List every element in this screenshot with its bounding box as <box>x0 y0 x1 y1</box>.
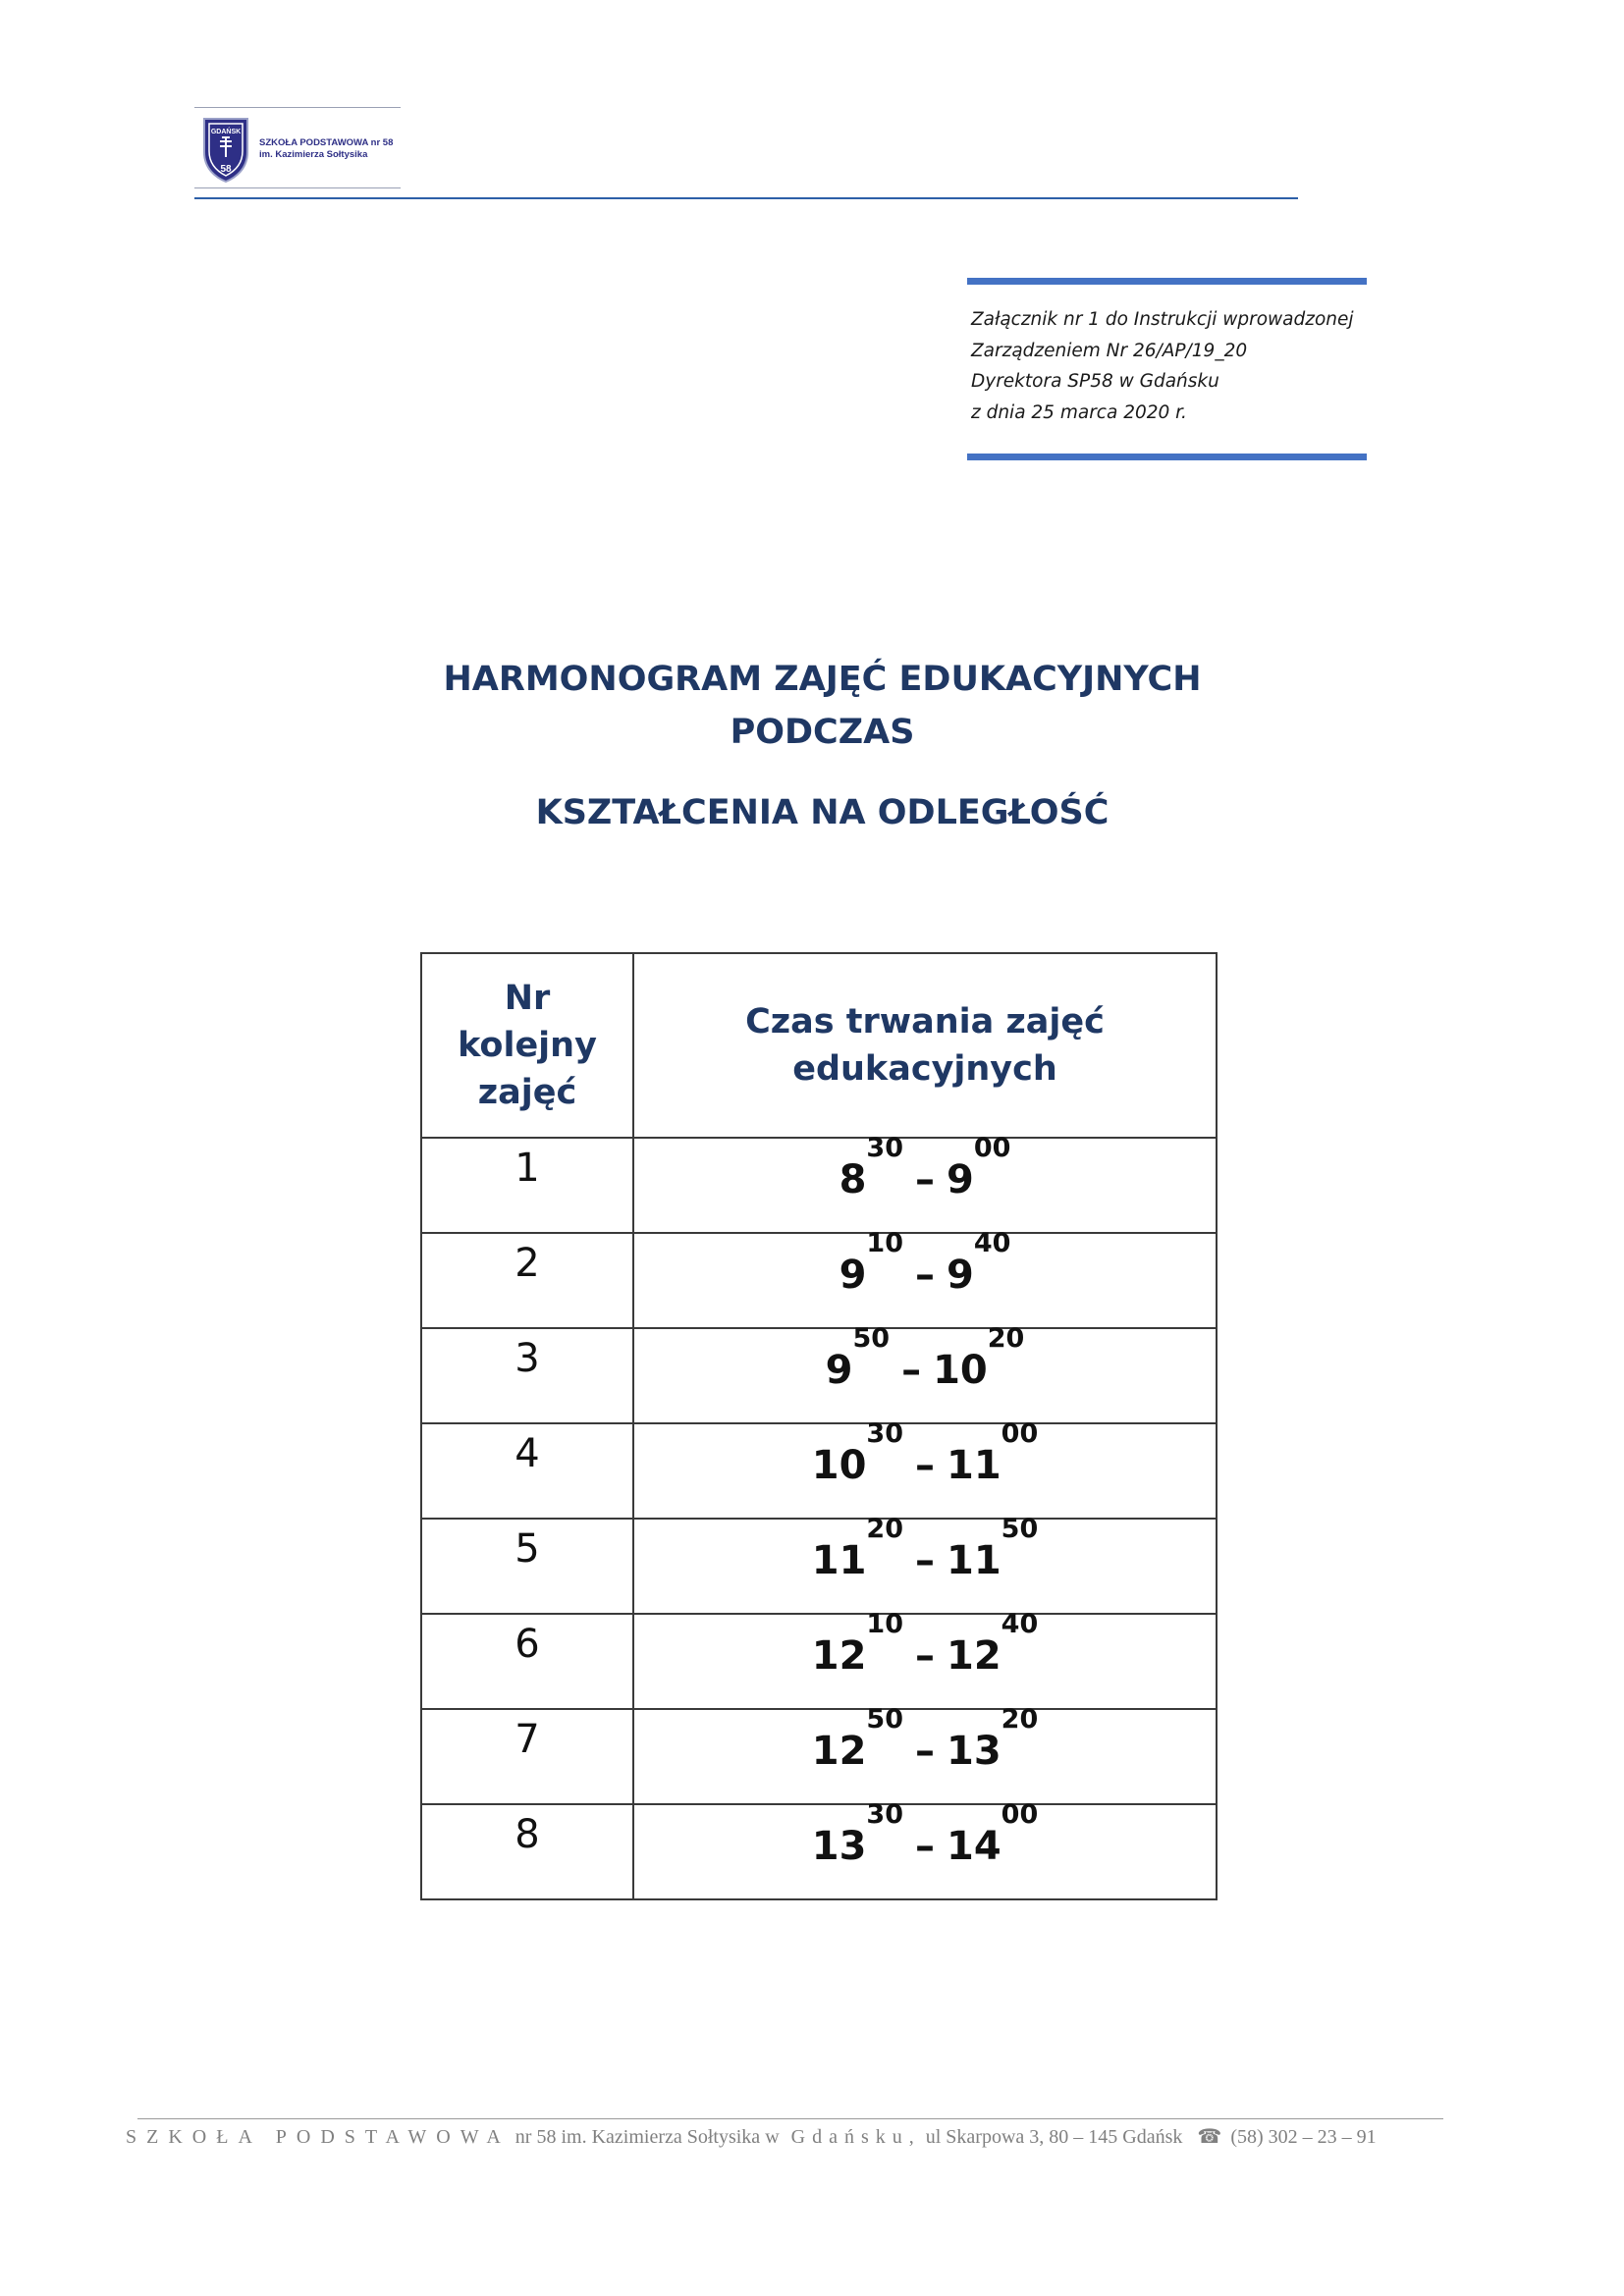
lesson-time: $12^{10}-$ $12^{40}$ <box>633 1614 1217 1709</box>
lesson-time: $8^{30}-$ $9^{00}$ <box>633 1138 1217 1233</box>
lesson-number: 2 <box>421 1233 633 1328</box>
note-bar-bottom <box>967 454 1367 460</box>
header-text: zajęć <box>477 1073 577 1112</box>
table-row <box>421 1709 1217 1804</box>
school-logo <box>194 105 401 193</box>
header-text: edukacyjnych <box>792 1049 1057 1089</box>
header-divider <box>194 197 1298 199</box>
note-bar-top <box>967 278 1367 285</box>
column-header-duration <box>633 953 1217 1138</box>
attachment-note <box>971 304 1364 428</box>
lesson-time: $9^{50}-$ $10^{20}$ <box>633 1328 1217 1423</box>
header-text: Nr <box>504 979 551 1018</box>
footer-phone: (58) 302 – 23 – 91 <box>1230 2126 1377 2148</box>
lesson-time: $12^{50}-$ $13^{20}$ <box>633 1709 1217 1804</box>
note-line: Zarządzeniem Nr 26/AP/19_20 <box>971 340 1248 361</box>
schedule-table <box>420 952 1218 1900</box>
document-title <box>0 653 1624 759</box>
page-footer <box>126 2122 1500 2152</box>
lesson-number: 5 <box>421 1519 633 1614</box>
lesson-number: 3 <box>421 1328 633 1423</box>
note-line: z dnia 25 marca 2020 r. <box>971 401 1187 423</box>
document-subtitle: KSZTAŁCENIA NA ODLEGŁOŚĆ <box>535 793 1110 832</box>
header-text: kolejny <box>458 1026 597 1065</box>
footer-divider <box>137 2118 1443 2119</box>
note-line: Załącznik nr 1 do Instrukcji wprowadzonej <box>971 309 1354 330</box>
table-row <box>421 1804 1217 1899</box>
school-crest-icon <box>200 115 251 184</box>
logo-rule-bottom <box>194 187 401 188</box>
table-header-row <box>421 953 1217 1138</box>
lesson-number: 7 <box>421 1709 633 1804</box>
logo-text <box>259 137 393 161</box>
table-row <box>421 1233 1217 1328</box>
telephone-icon: ☎ <box>1197 2126 1222 2148</box>
footer-address: ul Skarpowa 3, 80 – 145 Gdańsk <box>925 2126 1183 2148</box>
column-header-number <box>421 953 633 1138</box>
svg-text:GDAŃSK: GDAŃSK <box>210 129 242 135</box>
footer-school-rest: nr 58 im. Kazimierza Sołtysika <box>514 2126 761 2148</box>
logo-school-name: SZKOŁA PODSTAWOWA nr 58 <box>259 137 394 148</box>
lesson-number: 8 <box>421 1804 633 1899</box>
table-row <box>421 1423 1217 1519</box>
note-line: Dyrektora SP58 w Gdańsku <box>971 371 1219 392</box>
title-line-1: HARMONOGRAM ZAJĘĆ EDUKACYJNYCH <box>443 660 1202 699</box>
footer-school: SZKOŁA PODSTAWOWA <box>126 2126 511 2148</box>
table-row <box>421 1614 1217 1709</box>
svg-text:58: 58 <box>220 164 232 175</box>
lesson-number: 4 <box>421 1423 633 1519</box>
lesson-time: $11^{20}-$ $11^{50}$ <box>633 1519 1217 1614</box>
lesson-time: $10^{30}-$ $11^{00}$ <box>633 1423 1217 1519</box>
lesson-number: 1 <box>421 1138 633 1233</box>
logo-rule-top <box>194 107 401 108</box>
lesson-time: $9^{10}-$ $9^{40}$ <box>633 1233 1217 1328</box>
logo-school-patron: im. Kazimierza Sołtysika <box>259 149 368 160</box>
header-text: Czas trwania zajęć <box>745 1002 1105 1041</box>
footer-city: Gdańsku, <box>790 2126 921 2148</box>
lesson-time: $13^{30}-$ $14^{00}$ <box>633 1804 1217 1899</box>
lesson-number: 6 <box>421 1614 633 1709</box>
title-line-2: PODCZAS <box>730 713 915 752</box>
table-row <box>421 1519 1217 1614</box>
table-row <box>421 1138 1217 1233</box>
footer-w: w <box>765 2126 786 2148</box>
table-row <box>421 1328 1217 1423</box>
